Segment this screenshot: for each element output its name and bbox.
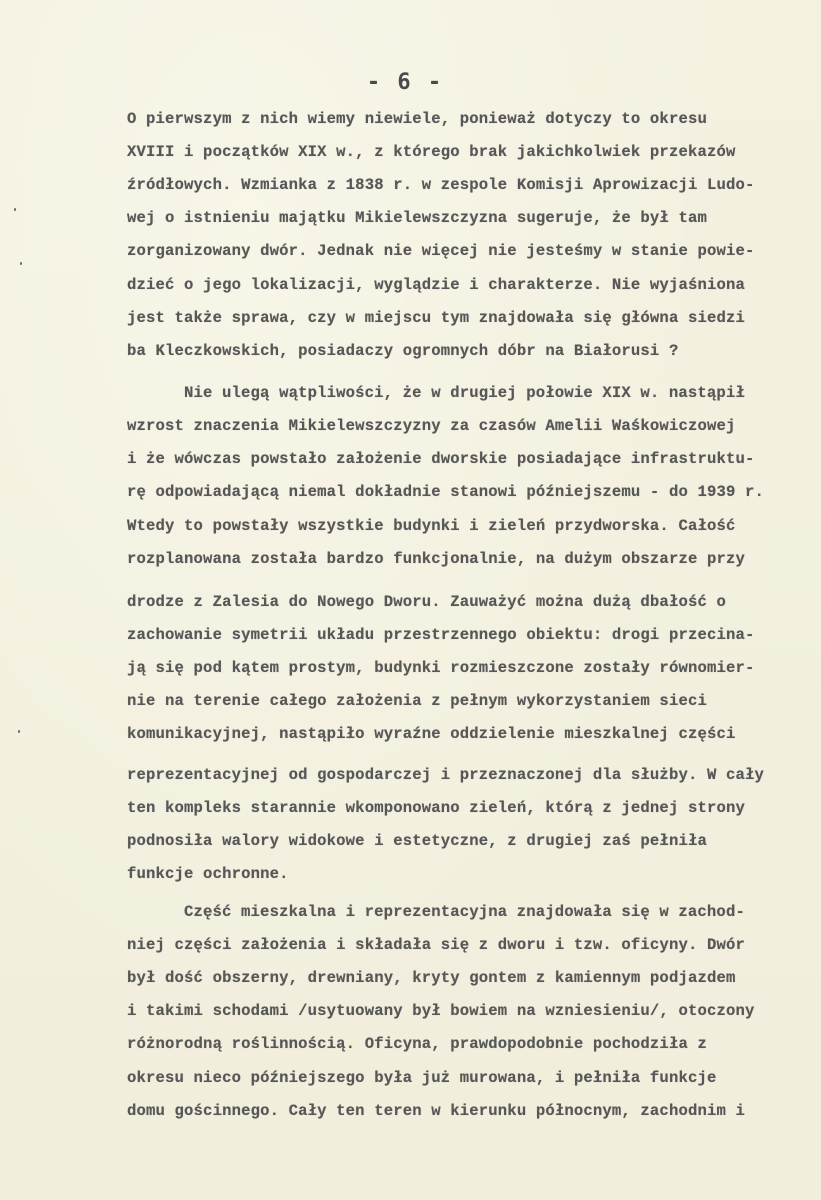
text-line: wej o istnieniu majątku Mikielewszczyzna sugeruje, że był tam <box>127 209 707 227</box>
paper-speck <box>14 208 16 211</box>
text-line: nie na terenie całego założenia z pełnym wykorzystaniem sieci <box>127 692 707 710</box>
text-line: zorganizowany dwór. Jednak nie więcej nie jesteśmy w stanie powie- <box>127 242 755 260</box>
text-line: zachowanie symetrii układu przestrzennego obiektu: drogi przecina- <box>127 626 755 644</box>
text-line: Wtedy to powstały wszystkie budynki i zieleń przydworska. Całość <box>127 517 736 535</box>
text-line: funkcje ochronne. <box>127 865 289 883</box>
text-line: domu gościnnego. Cały ten teren w kierunku północnym, zachodnim i <box>127 1102 746 1120</box>
text-line: ba Kleczkowskich, posiadaczy ogromnych dóbr na Białorusi ? <box>127 342 679 360</box>
text-line: i takimi schodami /usytuowany był bowiem na wzniesieniu/, otoczony <box>127 1002 755 1020</box>
text-line: okresu nieco późniejszego była już murowana, i pełniła funkcje <box>127 1069 717 1087</box>
text-line: podnosiła walory widokowe i estetyczne, z drugiej zaś pełniła <box>127 832 707 850</box>
text-line: Nie ulegą wątpliwości, że w drugiej połowie XIX w. nastąpił <box>184 384 745 402</box>
paper-speck <box>20 262 22 265</box>
text-line: komunikacyjnej, nastąpiło wyraźne oddzielenie mieszkalnej części <box>127 725 736 743</box>
text-line: i że wówczas powstało założenie dworskie posiadające infrastruktu- <box>127 450 755 468</box>
text-line: rę odpowiadającą niemal dokładnie stanowi późniejszemu - do 1939 r. <box>127 483 765 501</box>
text-line: ten kompleks starannie wkomponowano zieleń, którą z jednej strony <box>127 799 746 817</box>
text-line: różnorodną roślinnością. Oficyna, prawdopodobnie pochodziła z <box>127 1035 707 1053</box>
text-line: jest także sprawa, czy w miejscu tym znajdowała się główna siedzi <box>127 309 746 327</box>
text-line: źródłowych. Wzmianka z 1838 r. w zespole Komisji Aprowizacji Ludo- <box>127 176 755 194</box>
text-line: O pierwszym z nich wiemy niewiele, ponieważ dotyczy to okresu <box>127 110 707 128</box>
text-line: reprezentacyjnej od gospodarczej i przeznaczonej dla służby. W cały <box>127 766 765 784</box>
text-line: był dość obszerny, drewniany, kryty gontem z kamiennym podjazdem <box>127 969 736 987</box>
text-line: drodze z Zalesia do Nowego Dworu. Zauważyć można dużą dbałość o <box>127 593 726 611</box>
text-line: rozplanowana została bardzo funkcjonalnie, na dużym obszarze przy <box>127 550 746 568</box>
text-line: niej części założenia i składała się z dworu i tzw. oficyny. Dwór <box>127 936 746 954</box>
text-line: ją się pod kątem prostym, budynki rozmieszczone zostały równomier- <box>127 659 755 677</box>
text-line: XVIII i początków XIX w., z którego brak jakichkolwiek przekazów <box>127 143 736 161</box>
paper-speck <box>18 730 20 733</box>
page-number: - 6 - <box>366 70 444 95</box>
text-line: wzrost znaczenia Mikielewszczyzny za czasów Amelii Waśkowiczowej <box>127 417 736 435</box>
text-line: Część mieszkalna i reprezentacyjna znajdowała się w zachod- <box>184 903 745 921</box>
text-line: dzieć o jego lokalizacji, wyglądzie i charakterze. Nie wyjaśniona <box>127 276 746 294</box>
